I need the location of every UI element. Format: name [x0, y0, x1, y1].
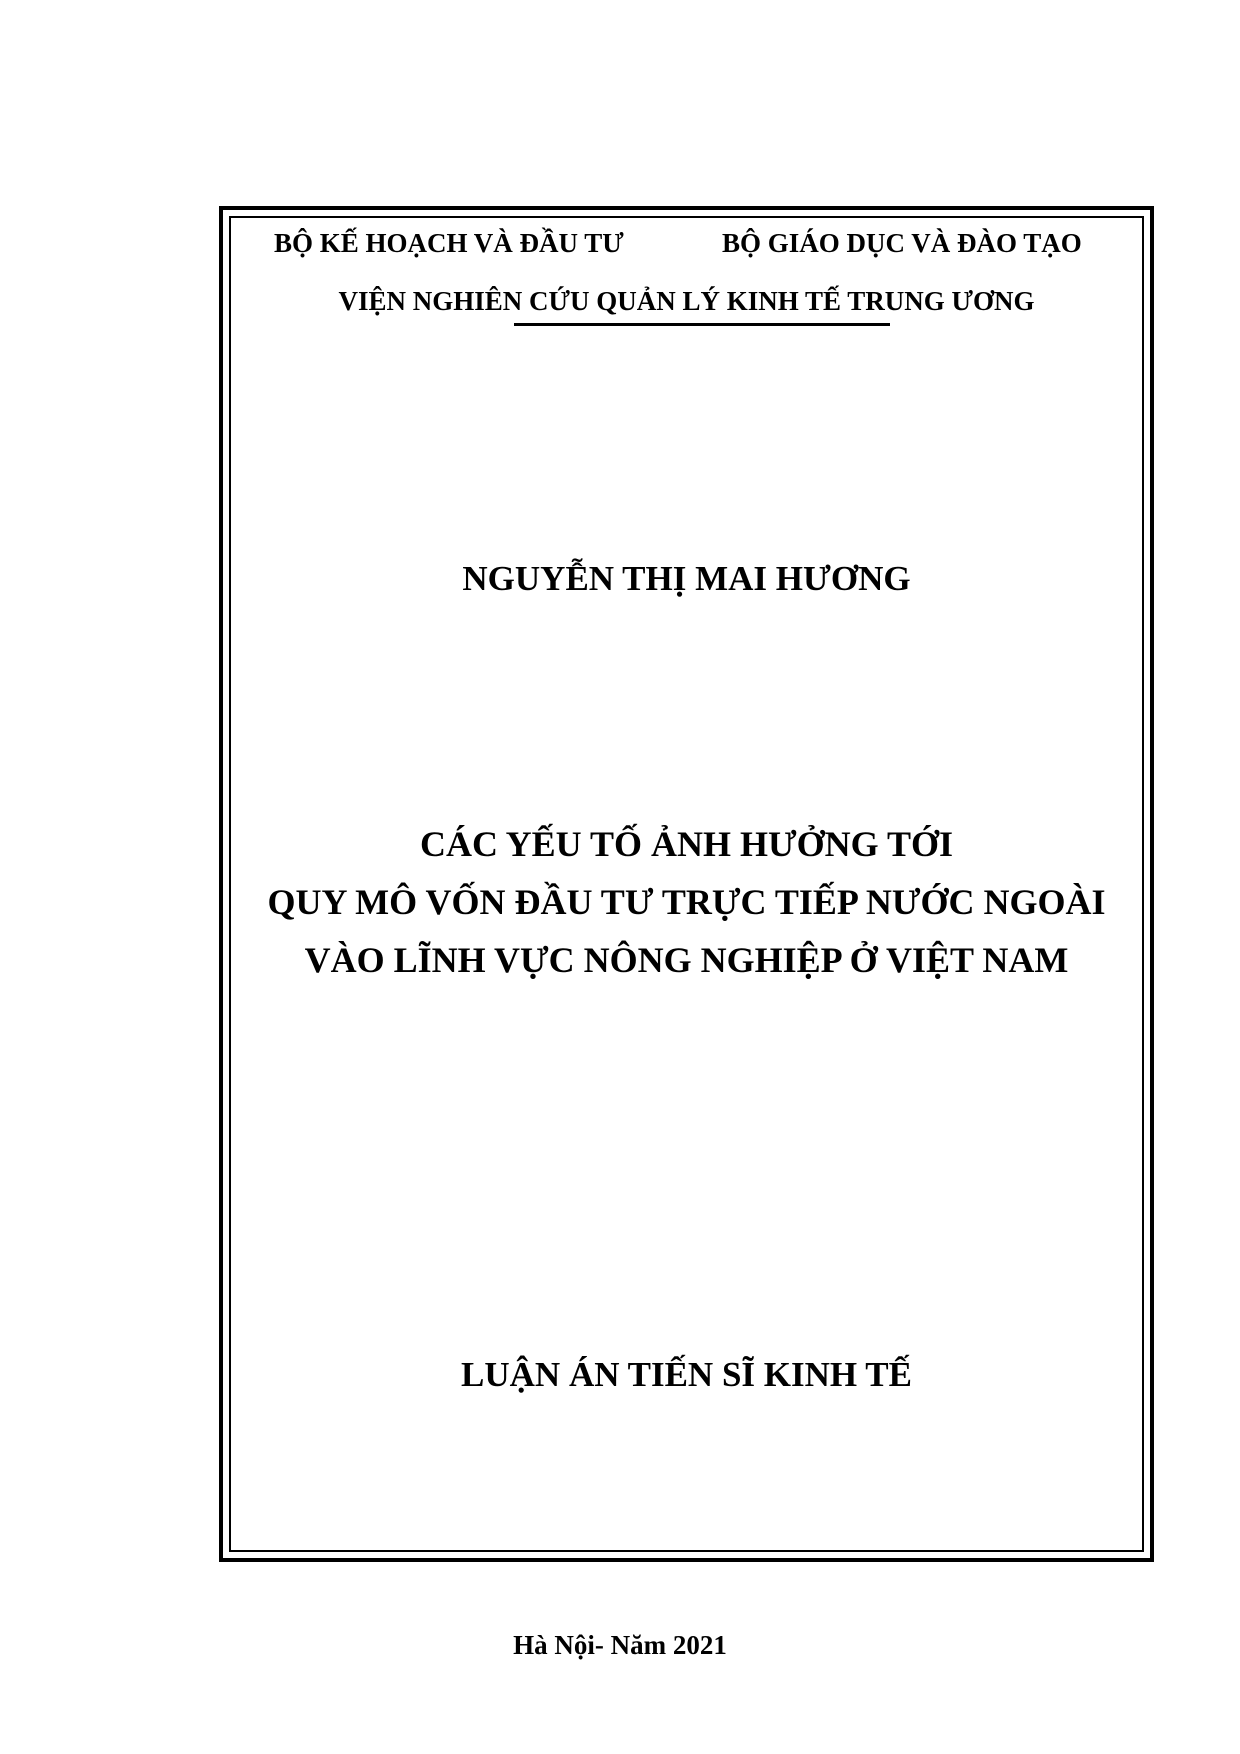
institute-underline-divider [514, 323, 890, 326]
thesis-title-line-2: QUY MÔ VỐN ĐẦU TƯ TRỰC TIẾP NƯỚC NGOÀI [267, 882, 1106, 922]
ministry-education-training: BỘ GIÁO DỤC VÀ ĐÀO TẠO [722, 228, 1082, 258]
institute-name: VIỆN NGHIÊN CỨU QUẢN LÝ KINH TẾ TRUNG ƯƠNG [338, 286, 1035, 316]
author-name: NGUYỄN THỊ MAI HƯƠNG [462, 559, 911, 598]
thesis-title [229, 815, 1144, 989]
thesis-title-line-1: CÁC YẾU TỐ ẢNH HƯỞNG TỚI [419, 824, 954, 864]
place-and-year: Hà Nội- Năm 2021 [513, 1630, 727, 1660]
degree-label: LUẬN ÁN TIẾN SĨ KINH TẾ [461, 1355, 912, 1394]
ministry-planning-investment: BỘ KẾ HOẠCH VÀ ĐẦU TƯ [274, 228, 624, 258]
thesis-title-line-3: VÀO LĨNH VỰC NÔNG NGHIỆP Ở VIỆT NAM [304, 940, 1069, 980]
